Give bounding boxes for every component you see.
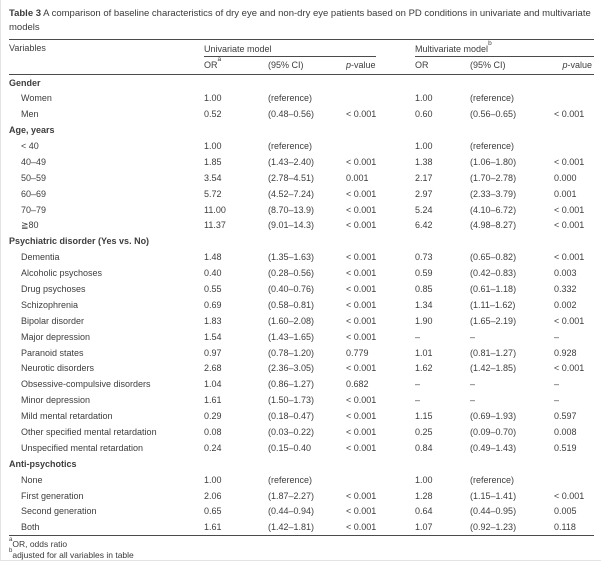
value-cell: (1.43–1.65) [268,331,315,342]
value-cell: 2.17 [415,172,433,183]
value-cell: (0.92–1.23) [470,522,517,533]
value-cell: (0.65–0.82) [470,252,517,263]
value-cell: (reference) [268,141,313,151]
value-cell: 0.24 [204,442,222,453]
value-cell: 0.55 [204,284,222,295]
table-row [9,186,594,202]
footnote-b-text: adjusted for all variables in table [12,549,134,560]
value-cell: 1.28 [415,490,433,501]
value-cell: (0.44–0.94) [268,506,315,517]
value-cell: 0.001 [554,188,577,199]
value-cell: (2.36–3.05) [268,363,315,374]
value-cell: 0.597 [554,411,577,422]
value-cell: < 0.001 [346,299,377,310]
variable-label: Unspecified mental retardation [21,442,144,453]
value-cell: 0.40 [204,268,222,279]
uni-p-rest: -value [351,60,376,71]
value-cell: 0.928 [554,347,577,358]
footnote-b-sup: b [9,548,13,554]
section-label: Gender [9,77,41,88]
value-cell: (1.70–2.78) [470,172,517,183]
value-cell [346,472,415,488]
value-cell: (9.01–14.3) [268,220,315,231]
column-header-variables: Variables [9,40,204,75]
section-label: Age, years [9,125,55,136]
value-cell: < 0.001 [554,220,585,231]
table-row [9,265,594,281]
value-cell: 0.25 [415,427,433,438]
column-header-uni-or [204,57,268,75]
value-cell: < 0.001 [346,490,377,501]
table-row [9,440,594,456]
value-cell: 11.37 [204,220,226,231]
value-cell: (reference) [470,93,515,104]
value-cell: – [470,379,476,390]
variable-label: Bipolar disorder [21,315,85,326]
variable-label: Major depression [21,331,91,342]
value-cell: (0.44–0.95) [470,506,517,517]
value-cell: 1.00 [415,93,433,104]
value-cell: 0.65 [204,506,222,517]
value-cell: 0.001 [346,172,369,183]
value-cell: (1.50–1.73) [268,395,315,406]
table-row [9,170,594,186]
value-cell: (0.69–1.93) [470,411,517,422]
value-cell: 1.38 [415,156,433,167]
value-cell: 1.00 [204,93,222,104]
value-cell: 1.00 [415,474,433,485]
value-cell: 0.332 [554,284,577,295]
value-cell: (1.65–2.19) [470,315,517,326]
column-group-multivariate-label: Multivariate model [415,43,489,54]
table-row [9,138,594,154]
value-cell: (0.58–0.81) [268,299,315,310]
value-cell: (1.11–1.62) [470,299,516,310]
variable-label: Alcoholic psychoses [21,268,103,279]
table-caption [9,7,593,34]
value-cell: < 0.001 [346,220,377,231]
variable-label: Obsessive-compulsive disorders [21,379,151,390]
value-cell: < 0.001 [346,331,377,342]
variable-label: 70–79 [21,204,47,215]
footnotes [9,539,593,561]
value-cell: – [554,379,560,390]
uni-or-sup: a [217,56,222,64]
variable-label: 60–69 [21,188,47,199]
value-cell: (1.87–2.27) [268,490,315,501]
value-cell: – [554,331,560,342]
value-cell: 0.519 [554,442,577,453]
value-cell: < 0.001 [346,411,377,422]
value-cell: (2.78–4.51) [268,172,315,183]
multi-p-italic: p [562,60,568,71]
value-cell: 1.83 [204,315,222,326]
footnote-b [9,550,593,561]
value-cell: (0.09–0.70) [470,427,517,438]
value-cell: 0.005 [554,506,577,517]
value-cell: (0.56–0.65) [470,109,517,120]
column-header-multi-or [415,57,470,75]
value-cell: 1.07 [415,522,433,533]
value-cell: < 0.001 [554,109,585,120]
value-cell: (0.48–0.56) [268,109,315,120]
value-cell: (1.15–1.41) [470,490,517,501]
section-row [9,122,594,138]
value-cell: (0.61–1.18) [470,284,517,295]
value-cell: 1.85 [204,156,222,167]
value-cell: (0.15–0.40 [268,442,312,453]
table-row [9,424,594,440]
value-cell: (1.35–1.63) [268,252,315,263]
table-row [9,472,594,488]
value-cell: < 0.001 [346,506,377,517]
value-cell: 1.00 [415,141,433,151]
value-cell: (4.10–6.72) [470,204,517,215]
value-cell [554,472,594,488]
table-row [9,154,594,170]
value-cell: < 0.001 [554,204,585,215]
variable-label: Mild mental retardation [21,411,113,422]
variable-label: Both [21,522,40,533]
value-cell: – [470,395,476,406]
value-cell: (8.70–13.9) [268,204,315,215]
value-cell: 2.97 [415,188,433,199]
value-cell: 0.682 [346,379,369,390]
value-cell: 2.06 [204,490,222,501]
value-cell: (reference) [268,93,313,104]
uni-or-label: OR [204,60,218,71]
variable-label: < 40 [21,141,39,151]
variable-label: Minor depression [21,395,91,406]
value-cell: 1.04 [204,379,222,390]
value-cell: < 0.001 [346,109,377,120]
value-cell [554,90,594,106]
table-row [9,329,594,345]
value-cell: (reference) [470,474,515,485]
value-cell: 0.29 [204,411,222,422]
value-cell: 0.008 [554,427,577,438]
value-cell: (0.18–0.47) [268,411,315,422]
value-cell: < 0.001 [346,363,377,374]
value-cell: (1.42–1.85) [470,363,517,374]
header-group-row [9,40,594,57]
value-cell: 1.54 [204,331,222,342]
value-cell: 5.72 [204,188,222,199]
value-cell: (0.78–1.20) [268,347,315,358]
value-cell: (4.98–8.27) [470,220,517,231]
value-cell: (4.52–7.24) [268,188,315,199]
column-group-univariate-label: Univariate model [204,43,272,54]
section-row [9,233,594,249]
table-row [9,218,594,234]
table-body [9,75,594,536]
value-cell: 0.85 [415,284,433,295]
variable-label: Paranoid states [21,347,84,358]
uni-p-italic: p [346,60,352,71]
table-row [9,106,594,122]
value-cell: < 0.001 [554,252,585,263]
variable-label: 50–59 [21,172,47,183]
column-header-multi-pvalue [554,57,594,75]
value-cell: 0.59 [415,268,433,279]
value-cell: (1.43–2.40) [268,156,315,167]
value-cell: 0.779 [346,347,369,358]
table-row [9,313,594,329]
value-cell: 1.48 [204,252,222,263]
value-cell: 1.61 [204,522,222,533]
value-cell: 1.62 [415,363,433,374]
value-cell: < 0.001 [346,442,377,453]
value-cell: – [415,395,421,406]
variable-label: Other specified mental retardation [21,427,157,438]
value-cell: 1.01 [415,347,433,358]
table-row [9,281,594,297]
column-header-uni-pvalue [346,57,415,75]
value-cell: (0.40–0.76) [268,284,315,295]
value-cell: 0.003 [554,268,577,279]
value-cell: 0.64 [415,506,433,517]
value-cell: – [415,331,421,342]
value-cell: < 0.001 [346,188,377,199]
multi-or-label: OR [415,60,429,71]
value-cell: (reference) [268,474,313,485]
value-cell: (reference) [470,141,515,151]
value-cell: 0.002 [554,299,577,310]
column-group-univariate [204,40,415,57]
variable-label: Second generation [21,506,97,517]
table-row [9,408,594,424]
value-cell: 0.118 [554,522,576,533]
value-cell: – [415,379,421,390]
section-label: Psychiatric disorder (Yes vs. No) [9,236,150,247]
value-cell: < 0.001 [346,522,377,533]
value-cell: < 0.001 [346,204,377,215]
variable-label: Neurotic disorders [21,363,95,374]
table-row [9,519,594,535]
table-row [9,297,594,313]
column-header-multi-ci: (95% CI) [470,57,554,75]
section-label: Anti-psychotics [9,458,77,469]
value-cell: 0.69 [204,299,222,310]
value-cell [346,138,415,154]
multi-p-rest: -value [567,60,593,71]
table-label: Table 3 [9,8,42,19]
value-cell: (0.03–0.22) [268,427,315,438]
value-cell: 2.68 [204,363,222,374]
value-cell: (0.86–1.27) [268,379,315,390]
value-cell [554,138,594,154]
value-cell: – [470,331,476,342]
value-cell: 0.97 [204,347,222,358]
variable-label: None [21,474,43,485]
value-cell: 0.000 [554,172,577,183]
value-cell: (0.81–1.27) [470,347,517,358]
table-row [9,488,594,504]
variable-label: Drug psychoses [21,284,86,295]
table-row [9,202,594,218]
table-row [9,345,594,361]
footnote-a-text: OR, odds ratio [12,538,68,549]
value-cell: 0.60 [415,109,433,120]
value-cell: < 0.001 [346,427,377,438]
value-cell: 11.00 [204,204,226,215]
value-cell: (0.28–0.56) [268,268,315,279]
value-cell: 1.90 [415,315,433,326]
value-cell: < 0.001 [346,268,377,279]
value-cell: < 0.001 [346,284,377,295]
column-group-multivariate-sup: b [488,39,492,47]
value-cell: 5.24 [415,204,433,215]
value-cell [346,90,415,106]
value-cell: < 0.001 [346,252,377,263]
column-header-uni-ci: (95% CI) [268,57,346,75]
variable-label: First generation [21,490,84,501]
value-cell: 3.54 [204,172,222,183]
value-cell: 1.00 [204,141,222,151]
section-row [9,75,594,91]
variable-label: Schizophrenia [21,299,79,310]
table-row [9,361,594,377]
column-group-multivariate [415,40,594,57]
variable-label: Dementia [21,252,60,263]
value-cell: < 0.001 [554,315,585,326]
table-row [9,392,594,408]
table-row [9,376,594,392]
results-table [9,39,594,536]
value-cell: < 0.001 [346,156,377,167]
value-cell: < 0.001 [554,490,585,501]
value-cell: – [554,395,560,406]
value-cell: 1.34 [415,299,433,310]
value-cell: 0.84 [415,442,433,453]
value-cell: < 0.001 [346,395,377,406]
value-cell: 0.52 [204,109,222,120]
footnote-a [9,539,593,550]
variable-label: Men [21,109,39,120]
section-row [9,456,594,472]
value-cell: 1.00 [204,474,222,485]
value-cell: < 0.001 [554,156,585,167]
value-cell: (1.42–1.81) [268,522,315,533]
value-cell: 0.73 [415,252,433,263]
table-row [9,90,594,106]
table-row [9,249,594,265]
value-cell: (1.06–1.80) [470,156,517,167]
table-header [9,40,594,75]
variable-label: Women [21,93,52,104]
value-cell: 6.42 [415,220,433,231]
value-cell: 0.08 [204,427,222,438]
value-cell: 1.15 [415,411,433,422]
value-cell: (0.49–1.43) [470,442,517,453]
value-cell: < 0.001 [346,315,377,326]
variable-label: ≧80 [21,219,39,230]
value-cell: 1.61 [204,395,222,406]
value-cell: (0.42–0.83) [470,268,517,279]
footnote-a-sup: a [9,537,13,543]
table-caption-text: A comparison of baseline characteristics of dry eye and non-dry eye patients based on PD conditions in univariate and multivariate models [9,8,591,33]
value-cell: (1.60–2.08) [268,315,315,326]
value-cell: < 0.001 [554,363,585,374]
variable-label: 40–49 [21,156,47,167]
value-cell: (2.33–3.79) [470,188,517,199]
table-row [9,504,594,520]
